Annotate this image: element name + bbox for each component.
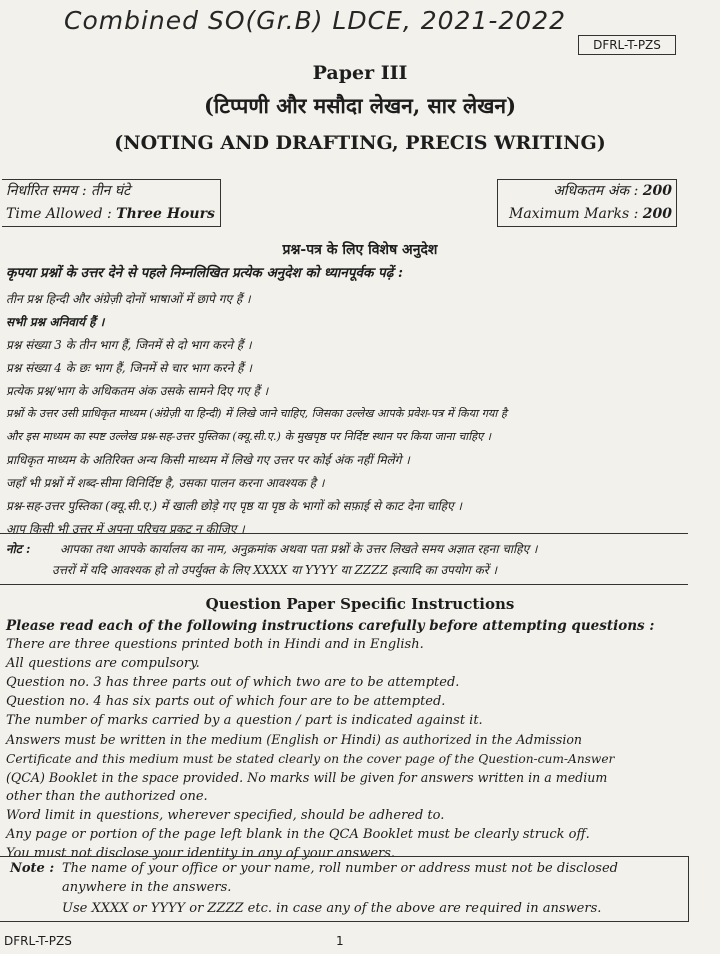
time-english-label: Time Allowed : [6,206,112,222]
english-note-box [0,856,689,922]
marks-english-value: 200 [642,206,672,222]
english-instruction-9: other than the authorized one. [6,789,208,804]
hindi-instruction-8: प्राधिकृत माध्यम के अतिरिक्त अन्य किसी माध्यम में लिखे गए उत्तर पर कोई अंक नहीं मिलेंगे । [6,453,410,467]
english-instruction-12: You must not disclose your identity in any of your answers. [6,846,396,861]
time-english-row [2,203,220,226]
marks-english-label: Maximum Marks : [509,206,639,222]
subject-english: (NOTING AND DRAFTING, PRECIS WRITING) [114,132,606,154]
english-note-line-2: anywhere in the answers. [62,880,232,895]
hindi-note-line-1: आपका तथा आपके कार्यालय का नाम, अनुक्रमांक अथवा पता प्रश्नों के उत्तर लिखते समय अज्ञात रहना चाहिए । [60,542,538,556]
hindi-instruction-7: और इस माध्यम का स्पष्ट उल्लेख प्रश्न-सह-उत्तर पुस्तिका (क्यू.सी.ए.) के मुखपृष्ठ पर निर्दिष्ट स्थान पर किया जाना चाहिए । [6,430,492,443]
english-note-line-3: Use XXXX or YYYY or ZZZZ etc. in case any of the above are required in answers. [62,901,602,916]
marks-hindi-label: अधिकतम अंक : [553,183,639,199]
marks-hindi-row [498,180,676,203]
english-instruction-8: (QCA) Booklet in the space provided. No marks will be given for answers written in a medium [6,770,608,785]
english-instruction-11: Any page or portion of the page left blank in the QCA Booklet must be clearly struck off. [6,827,590,842]
english-instruction-4: Question no. 4 has six parts out of which four are to be attempted. [6,694,446,709]
hindi-instruction-4: प्रश्न संख्या 4 के छः भाग हैं, जिनमें से चार भाग करने हैं । [6,361,252,375]
time-english-value: Three Hours [116,206,215,222]
english-instruction-6: Answers must be written in the medium (English or Hindi) as authorized in the Admission [6,732,583,747]
english-intro: Please read each of the following instructions carefully before attempting questions : [6,618,655,634]
english-note-line-1: The name of your office or your name, roll number or address must not be disclosed [62,861,618,876]
hindi-intro: कृपया प्रश्नों के उत्तर देने से पहले निम्नलिखित प्रत्येक अनुदेश को ध्यानपूर्वक पढ़ें : [6,265,403,281]
hindi-instruction-11: आप किसी भी उत्तर में अपना परिचय प्रकट न कीजिए । [6,522,245,536]
hindi-instruction-10: प्रश्न-सह-उत्तर पुस्तिका (क्यू.सी.ए.) में खाली छोड़े गए पृष्ठ या पृष्ठ के भागों को सफ़ाई से काट देना चाहिए । [6,499,462,513]
hindi-note-line-2: उत्तरों में यदि आवश्यक हो तो उपर्युक्त के लिए XXXX या YYYY या ZZZZ इत्यादि का उपयोग करें । [52,563,498,577]
english-note-label: Note : [10,861,55,876]
hindi-instruction-3: प्रश्न संख्या 3 के तीन भाग हैं, जिनमें से दो भाग करने हैं । [6,338,252,352]
time-hindi-value: तीन घंटे [91,183,131,199]
handwritten-header: Combined SO(Gr.B) LDCE, 2021-2022 [64,6,567,35]
english-instruction-5: The number of marks carried by a question / part is indicated against it. [6,713,483,728]
hindi-note-box [0,533,688,585]
english-instruction-7: Certificate and this medium must be stated clearly on the cover page of the Question-cum-Answer [6,752,615,766]
marks-english-row [498,203,676,226]
hindi-instruction-2: सभी प्रश्न अनिवार्य हैं । [6,315,105,329]
paper-code-box: DFRL-T-PZS [578,35,676,55]
english-instruction-10: Word limit in questions, wherever specified, should be adhered to. [6,808,445,823]
english-instruction-1: There are three questions printed both in Hindi and in English. [6,637,424,652]
maximum-marks-box [497,179,677,227]
hindi-instruction-5: प्रत्येक प्रश्न/भाग के अधिकतम अंक उसके सामने दिए गए हैं । [6,384,269,398]
time-hindi-row [2,180,220,203]
subject-hindi: (टिप्पणी और मसौदा लेखन, सार लेखन) [204,93,516,118]
hindi-instructions-heading: प्रश्न-पत्र के लिए विशेष अनुदेश [282,242,438,258]
marks-hindi-value: 200 [642,183,672,199]
hindi-instruction-1: तीन प्रश्न हिन्दी और अंग्रेज़ी दोनों भाषाओं में छापे गए हैं । [6,292,251,306]
english-instruction-2: All questions are compulsory. [6,656,200,671]
hindi-note-label: नोट : [6,542,31,556]
hindi-instruction-6: प्रश्नों के उत्तर उसी प्राधिकृत माध्यम (अंग्रेज़ी या हिन्दी) में लिखे जाने चाहिए, जिसका उल्लेख आपके प्रवेश-पत्र में किया गया है [6,407,507,420]
time-hindi-label: निर्धारित समय : [6,183,87,199]
footer-page-number: 1 [336,934,344,948]
hindi-instruction-9: जहाँ भी प्रश्नों में शब्द-सीमा विनिर्दिष्ट है, उसका पालन करना आवश्यक है । [6,476,325,490]
paper-title: Paper III [312,62,408,84]
footer-paper-code: DFRL-T-PZS [4,934,72,948]
english-instructions-heading: Question Paper Specific Instructions [205,595,515,613]
time-allowed-box [2,179,221,227]
english-instruction-3: Question no. 3 has three parts out of which two are to be attempted. [6,675,460,690]
